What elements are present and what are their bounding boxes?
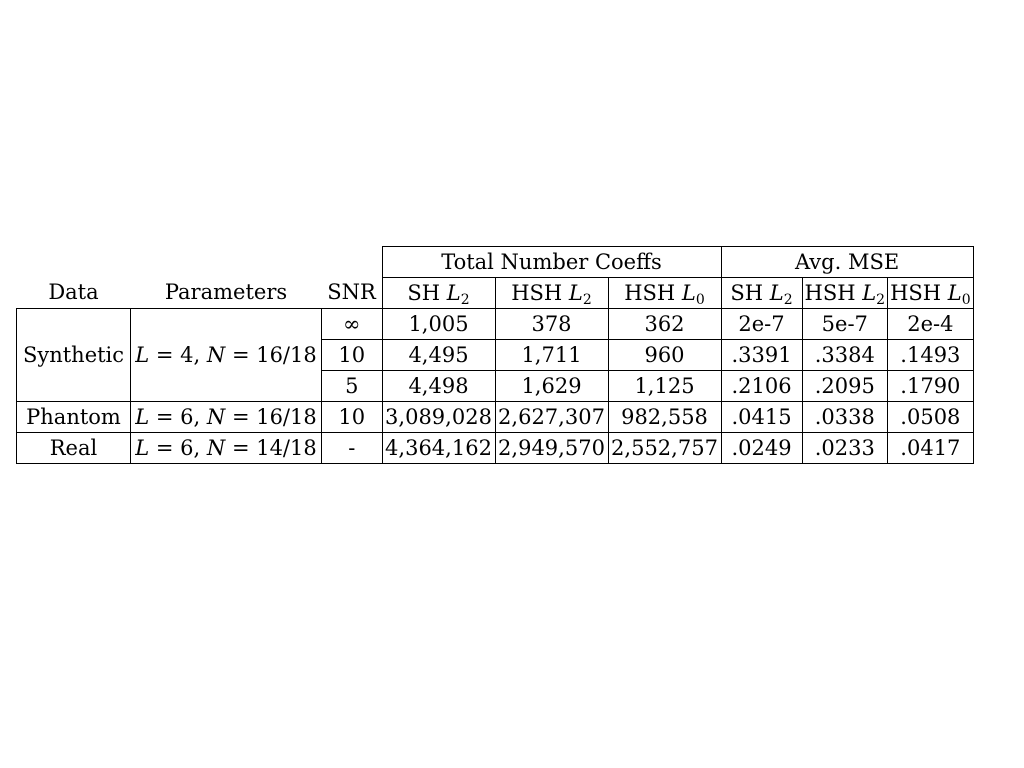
table-row: [17, 402, 974, 433]
coeffs-cell: 2,552,757: [608, 433, 721, 464]
header-variable: L: [947, 280, 962, 305]
coeffs-cell: 982,558: [608, 402, 721, 433]
mse-cell: .0508: [888, 402, 974, 433]
column-header-coeffs-0: [382, 278, 495, 309]
header-variable: L: [446, 280, 461, 305]
coeffs-cell: 4,498: [382, 371, 495, 402]
coeffs-cell: 362: [608, 309, 721, 340]
mse-cell: .3391: [721, 340, 802, 371]
header-prefix: HSH: [804, 280, 863, 305]
data-cell: Real: [17, 433, 131, 464]
mse-cell: .0249: [721, 433, 802, 464]
table-row: [17, 433, 974, 464]
group-header-total-coeffs: Total Number Coeffs: [382, 247, 721, 278]
snr-cell: 5: [322, 371, 383, 402]
coeffs-cell: 2,627,307: [495, 402, 608, 433]
mse-cell: .0233: [802, 433, 888, 464]
column-header-coeffs-1: [495, 278, 608, 309]
header-subscript: 0: [695, 291, 705, 308]
mse-cell: .2095: [802, 371, 888, 402]
snr-cell: 10: [322, 402, 383, 433]
column-header-parameters: Parameters: [164, 280, 288, 305]
header-prefix: HSH: [511, 280, 569, 305]
column-header-mse-0: [721, 278, 802, 309]
header-subscript: 2: [582, 291, 592, 308]
header-variable: L: [681, 280, 696, 305]
header-prefix: HSH: [624, 280, 682, 305]
mse-cell: 5e-7: [802, 309, 888, 340]
coeffs-cell: 4,364,162: [382, 433, 495, 464]
blank-header-cell: [322, 247, 383, 278]
blank-header-cell: [17, 247, 131, 278]
mse-cell: .3384: [802, 340, 888, 371]
header-variable: L: [769, 280, 784, 305]
snr-cell: ∞: [322, 309, 383, 340]
coeffs-cell: 1,711: [495, 340, 608, 371]
results-table: [16, 246, 974, 464]
group-header-avg-mse: Avg. MSE: [721, 247, 973, 278]
coeffs-cell: 2,949,570: [495, 433, 608, 464]
column-header-coeffs-2: [608, 278, 721, 309]
coeffs-cell: 4,495: [382, 340, 495, 371]
table-body: [17, 309, 974, 464]
table-header: [17, 247, 974, 309]
column-header-mse-1: [802, 278, 888, 309]
parameters-cell: L = 6, N = 16/18: [131, 402, 322, 433]
coeffs-cell: 1,005: [382, 309, 495, 340]
coeffs-cell: 3,089,028: [382, 402, 495, 433]
header-subscript: 0: [961, 291, 971, 308]
header-subscript: 2: [783, 291, 793, 308]
header-subscript: 2: [460, 291, 470, 308]
group-header-row: [17, 247, 974, 278]
header-prefix: HSH: [890, 280, 948, 305]
data-cell: Phantom: [17, 402, 131, 433]
parameters-cell: L = 4, N = 16/18: [131, 309, 322, 402]
mse-cell: .1493: [888, 340, 974, 371]
mse-cell: .0338: [802, 402, 888, 433]
mse-cell: 2e-7: [721, 309, 802, 340]
coeffs-cell: 1,629: [495, 371, 608, 402]
header-variable: L: [568, 280, 583, 305]
snr-cell: 10: [322, 340, 383, 371]
header-prefix: SH: [407, 280, 447, 305]
snr-cell: -: [322, 433, 383, 464]
coeffs-cell: 378: [495, 309, 608, 340]
mse-cell: .1790: [888, 371, 974, 402]
table-row: [17, 309, 974, 340]
mse-cell: .2106: [721, 371, 802, 402]
coeffs-cell: 1,125: [608, 371, 721, 402]
header-prefix: SH: [730, 280, 770, 305]
column-header-snr: SNR: [322, 278, 383, 309]
column-header-data: Data: [48, 280, 99, 305]
coeffs-cell: 960: [608, 340, 721, 371]
column-header-mse-2: [888, 278, 974, 309]
parameters-cell: L = 6, N = 14/18: [131, 433, 322, 464]
mse-cell: .0415: [721, 402, 802, 433]
header-subscript: 2: [876, 291, 886, 308]
data-cell: Synthetic: [17, 309, 131, 402]
mse-cell: .0417: [888, 433, 974, 464]
column-header-row: [17, 278, 974, 309]
mse-cell: 2e-4: [888, 309, 974, 340]
blank-header-cell: [131, 247, 322, 278]
header-variable: L: [862, 280, 877, 305]
